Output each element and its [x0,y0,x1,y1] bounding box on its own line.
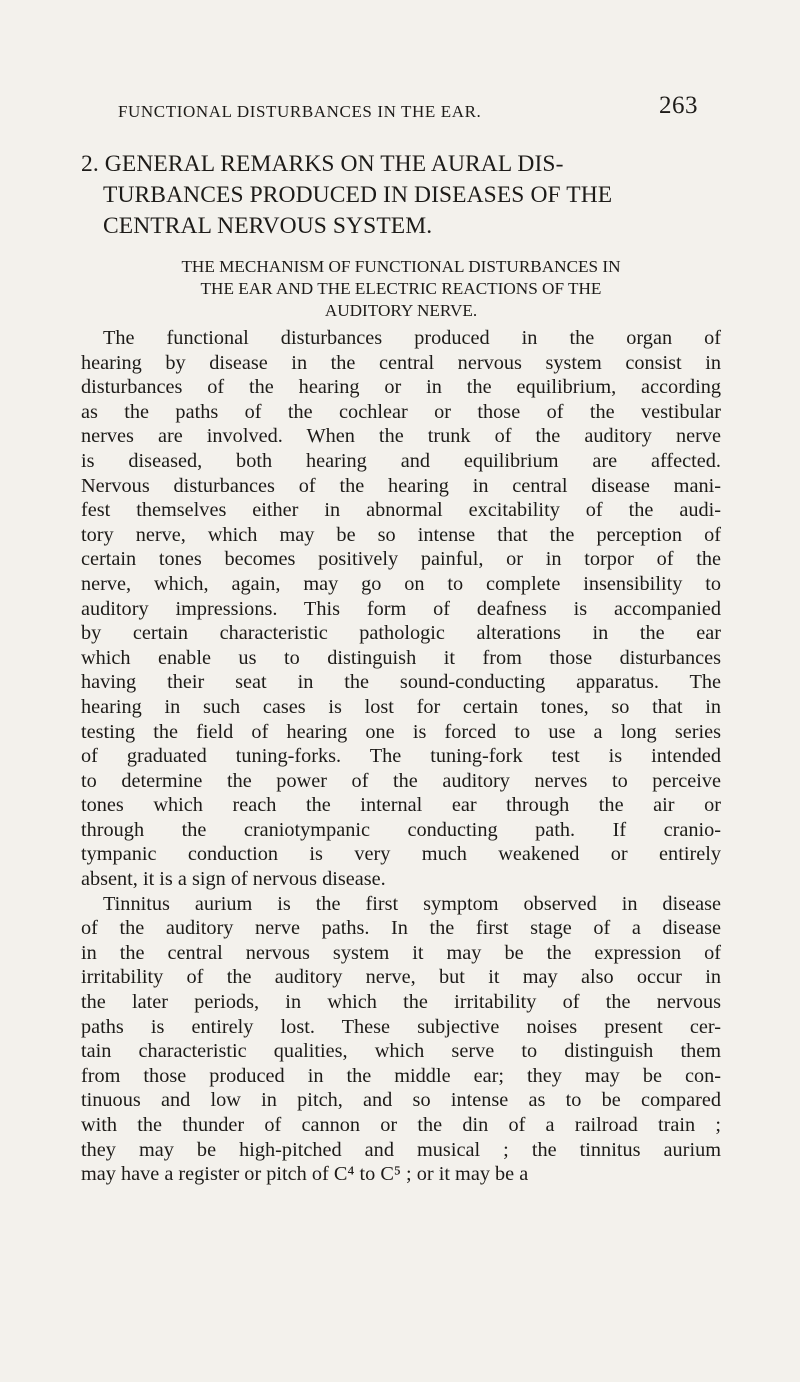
paragraph-line: Nervous disturbances of the hearing in central disease mani- [81,474,721,497]
running-head [118,92,700,126]
paragraph-line: of graduated tuning-forks. The tuning-fork test is intended [81,745,721,768]
paragraph-line: tain characteristic qualities, which serve to distinguish them [81,1040,721,1063]
paragraph-line: Tinnitus aurium is the first symptom observed in disease [103,892,721,915]
paragraph-line: through the craniotympanic conducting path. If cranio- [81,818,721,841]
paragraph-line: to determine the power of the auditory nerves to perceive [81,769,721,792]
paragraph-line: having their seat in the sound-conducting apparatus. The [81,671,721,694]
paragraph-line: with the thunder of cannon or the din of a railroad train ; [81,1114,721,1136]
paragraph-line: nerve, which, again, may go on to complete insensibility to [81,572,721,595]
paragraph [81,892,721,1187]
body-text [81,326,721,1187]
paragraph-line: paths is entirely lost. These subjective noises present cer- [81,1015,721,1038]
page-number: 263 [659,92,698,119]
section-heading-line: 2. GENERAL REMARKS ON THE AURAL DIS- [81,151,564,177]
paragraph-line: The functional disturbances produced in the organ of [103,327,721,349]
paragraph-line: tones which reach the internal ear through the air or [81,794,721,817]
paragraph-line: tinuous and low in pitch, and so intense as to be compared [81,1089,721,1112]
paragraph-line: in the central nervous system it may be the expression of [81,941,721,964]
paragraph-line: irritability of the auditory nerve, but it may also occur in [81,966,721,989]
paragraph-line: tory nerve, which may be so intense that the perception of [81,523,721,546]
sub-heading [81,256,721,322]
sub-heading-line: AUDITORY NERVE. [324,301,478,320]
paragraph-line: hearing in such cases is lost for certain tones, so that in [81,695,721,718]
paragraph-line: fest themselves either in abnormal excitability of the audi- [81,499,721,522]
running-title: FUNCTIONAL DISTURBANCES IN THE EAR. [118,102,482,121]
paragraph [81,326,721,892]
paragraph-line: from those produced in the middle ear; they may be con- [81,1064,721,1087]
paragraph-line: certain tones becomes positively painful, or in torpor of the [81,548,721,571]
paragraph-line: as the paths of the cochlear or those of the vestibular [81,400,721,423]
paragraph-line: the later periods, in which the irritability of the nervous [81,991,721,1014]
section-heading-line: CENTRAL NERVOUS SYSTEM. [103,213,433,239]
paragraph-line: absent, it is a sign of nervous disease. [81,868,386,891]
paragraph-line: testing the field of hearing one is forced to use a long series [81,720,721,743]
section-heading [81,149,721,242]
paragraph-line: is diseased, both hearing and equilibrium are affected. [81,449,721,472]
paragraph-line: hearing by disease in the central nervous system consist in [81,351,721,374]
paragraph-line: which enable us to distinguish it from those disturbances [81,646,721,669]
section-heading-line: TURBANCES PRODUCED IN DISEASES OF THE [103,182,613,208]
paragraph-line: tympanic conduction is very much weakened or entirely [81,843,721,866]
paragraph-line: of the auditory nerve paths. In the first stage of a disease [81,917,721,940]
sub-heading-line: THE EAR AND THE ELECTRIC REACTIONS OF THE [200,279,602,298]
paragraph-line: may have a register or pitch of C⁴ to C⁵ ; or it may be a [81,1163,529,1186]
paragraph-line: auditory impressions. This form of deafness is accompanied [81,597,721,620]
paragraph-line: by certain characteristic pathologic alterations in the ear [81,622,721,645]
paragraph-line: disturbances of the hearing or in the equilibrium, according [81,376,721,399]
paragraph-line: they may be high-pitched and musical ; the tinnitus aurium [81,1138,721,1161]
paragraph-line: nerves are involved. When the trunk of the auditory nerve [81,425,721,448]
sub-heading-line: THE MECHANISM OF FUNCTIONAL DISTURBANCES IN [181,257,621,276]
